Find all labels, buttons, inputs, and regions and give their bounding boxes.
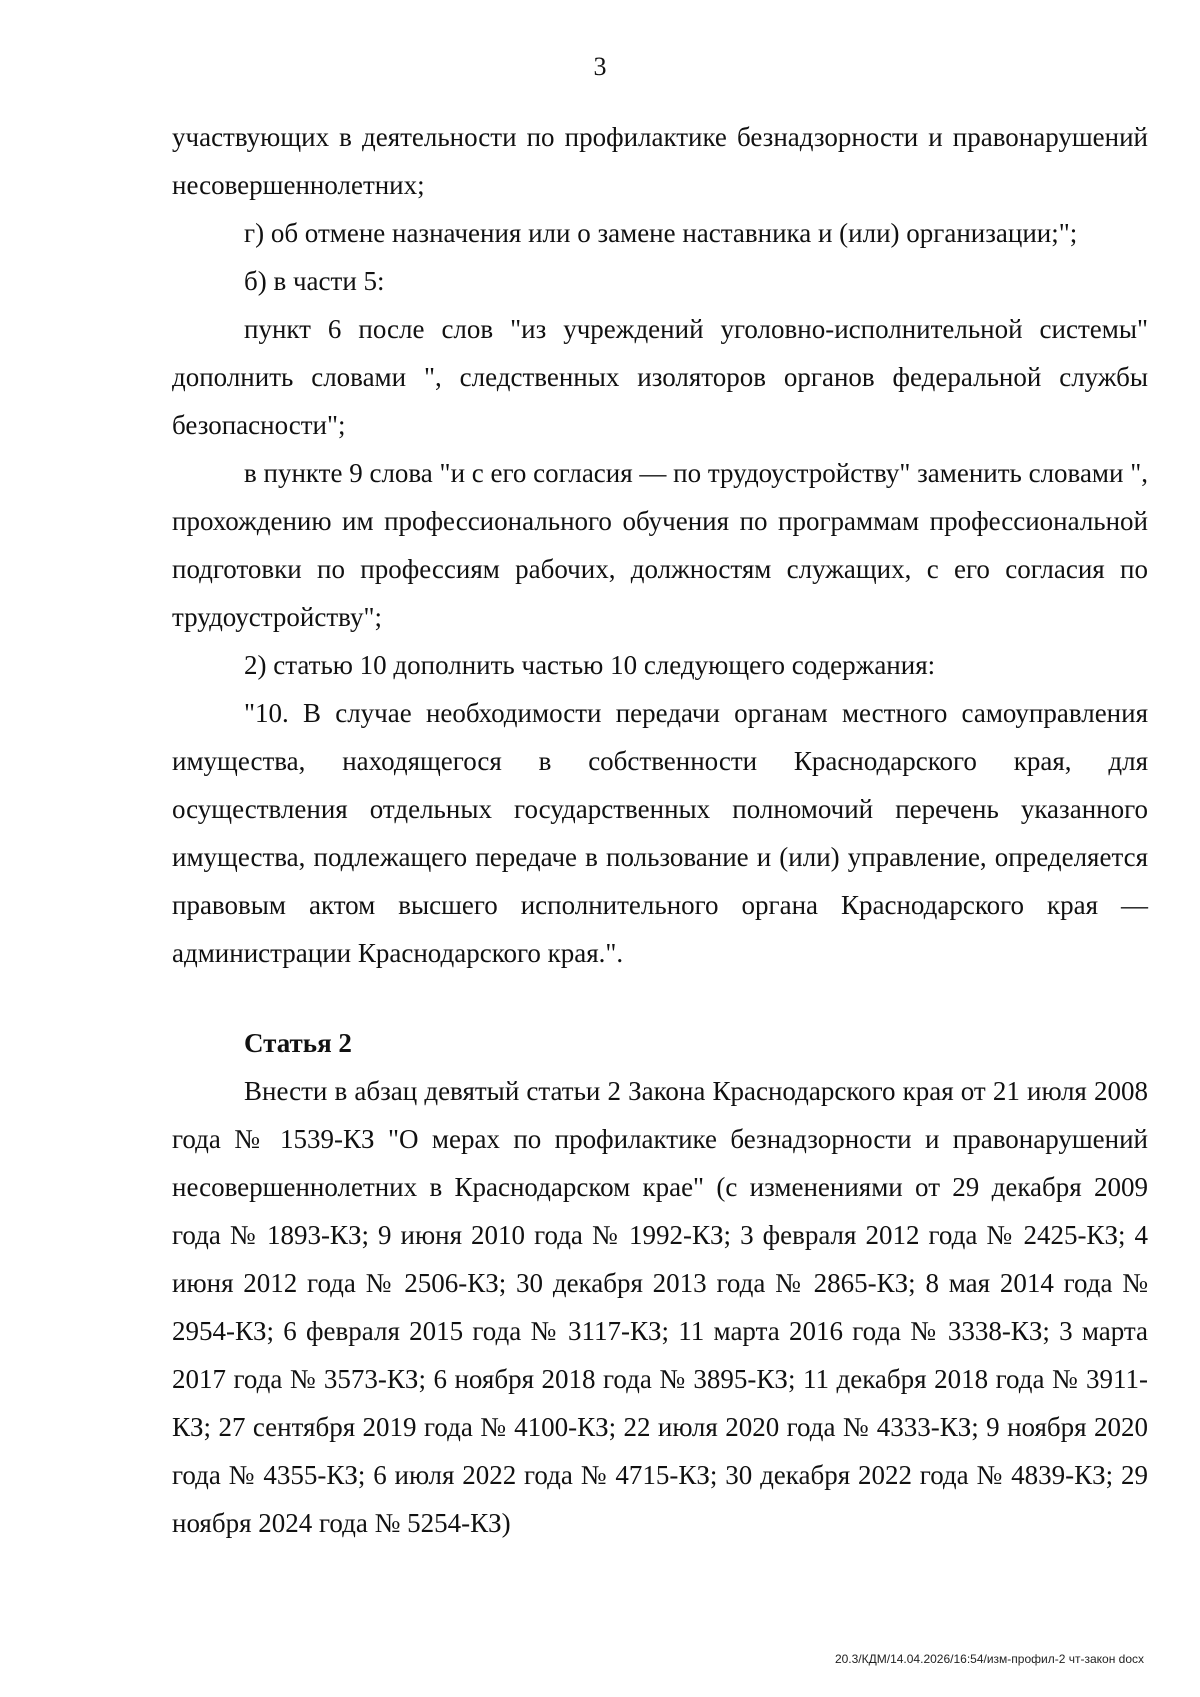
paragraph-6: 2) статью 10 дополнить частью 10 следующего содержания: [244, 650, 936, 680]
article-paragraph: Внести в абзац девятый статьи 2 Закона Краснодарского края от 21 июля 2008 года № 1539-КЗ "О мерах по профилактике безнадзорности и правонарушений несовершеннолетних в Краснодарском крае" (с изменениями от 29 декабря 2009 года № 1893-КЗ; 9 июня 2010 года № 1992-КЗ; 3 февраля 2012 года № 2425-КЗ; 4 июня 2012 года № 2506-КЗ; 30 декабря 2013 года № 2865-КЗ; 8 мая 2014 года № 2954-КЗ; 6 февраля 2015 года № 3117-КЗ; 11 марта 2016 года № 3338-КЗ; 3 марта 2017 года № 3573-КЗ; 6 ноября 2018 года № 3895-КЗ; 11 декабря 2018 года № 3911-КЗ; 27 сентября 2019 года № 4100-КЗ; 22 июля 2020 года № 4333-КЗ; 9 ноября 2020 года № 4355-КЗ; 6 июля 2022 года № 4715-КЗ; 30 декабря 2022 года № 4839-КЗ; 29 ноября 2024 года № 5254-КЗ) [172, 1076, 1148, 1538]
paragraph-2: г) об отмене назначения или о замене наставника и (или) организации;"; [244, 218, 1078, 248]
document-body [172, 113, 1148, 1547]
section-gap [172, 977, 1148, 1019]
page-number: 3 [593, 52, 607, 81]
paragraph-1: участвующих в деятельности по профилактике безнадзорности и правонарушений несовершеннолетних; [172, 122, 1148, 200]
paragraph-4: пункт 6 после слов "из учреждений уголовно-исполнительной системы" дополнить словами ", следственных изоляторов органов федеральной службы безопасности"; [172, 314, 1148, 440]
footer-document-id: 20.3/КДМ/14.04.2026/16:54/изм-профил-2 чт-закон docx [834, 1652, 1144, 1666]
paragraph-5: в пункте 9 слова "и с его согласия — по трудоустройству" заменить словами ", прохождению им профессионального обучения по программам профессиональной подготовки по профессиям рабочих, должностям служащих, с его согласия по трудоустройству"; [172, 458, 1148, 632]
paragraph-7: "10. В случае необходимости передачи органам местного самоуправления имущества, находящегося в собственности Краснодарского края, для осуществления отдельных государственных полномочий перечень указанного имущества, подлежащего передаче в пользование и (или) управление, определяется правовым актом высшего исполнительного органа Краснодарского края — администрации Краснодарского края.". [172, 698, 1148, 968]
article-heading: Статья 2 [244, 1028, 352, 1058]
paragraph-3: б) в части 5: [244, 266, 385, 296]
